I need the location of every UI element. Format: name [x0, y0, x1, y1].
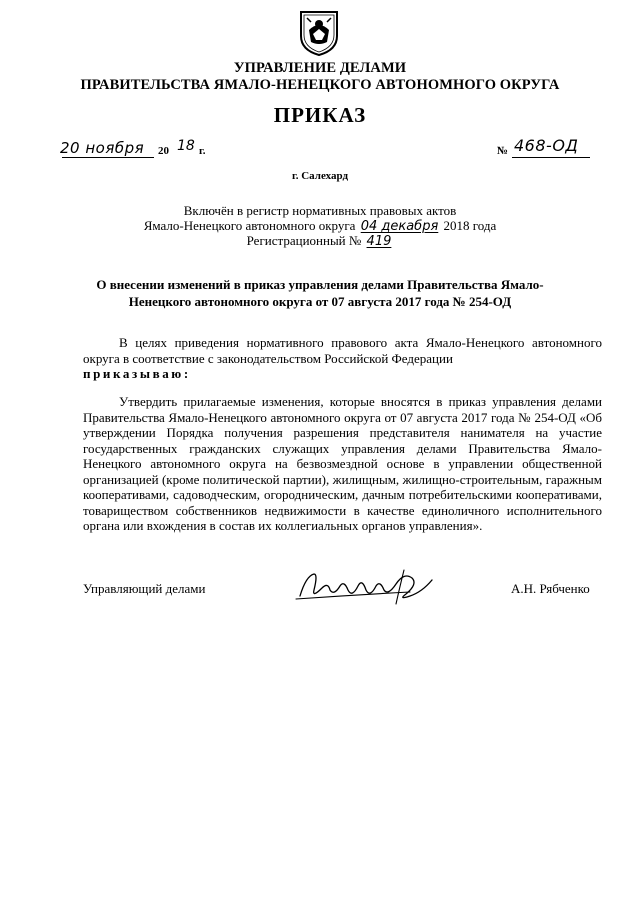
signatory-position: Управляющий делами [83, 581, 206, 596]
handwritten-registry-date: 04 декабря [360, 219, 439, 234]
handwritten-order-number: 468-ОД [514, 136, 579, 155]
handwritten-year-suffix: 18 [177, 138, 195, 154]
registry-line-2-prefix: Ямало-Ненецкого автономного округа [143, 218, 356, 233]
registry-line-2-suffix: 2018 года [443, 218, 497, 233]
handwritten-registry-number: 419 [366, 234, 392, 249]
preamble-paragraph: В целях приведения нормативного правового акта Ямало-Ненецкого автономного округа в соответствие с законодательством Российской Федерации [83, 335, 602, 366]
year-prefix: 20 [158, 145, 169, 157]
signatory-name: А.Н. Рябченко [511, 581, 590, 596]
order-word: приказываю: [83, 366, 191, 381]
city: г. Салехард [291, 170, 349, 182]
agency-name-line-1: УПРАВЛЕНИЕ ДЕЛАМИ [233, 60, 407, 76]
handwritten-date: 20 ноября [60, 139, 145, 157]
coat-of-arms-icon [297, 8, 341, 56]
handwritten-signature [292, 566, 442, 606]
registry-number-label: Регистрационный № [246, 233, 362, 248]
registry-line-3 [0, 233, 640, 250]
subject-line-1: О внесении изменений в приказ управления делами Правительства Ямало- [96, 277, 544, 292]
number-underline [512, 157, 590, 158]
subject-line-2: Ненецкого автономного округа от 07 августа 2017 года № 254-ОД [128, 294, 512, 309]
date-underline [62, 157, 154, 158]
number-sign: № [497, 145, 509, 157]
year-mark: г. [199, 145, 206, 157]
document-type-title: ПРИКАЗ [273, 103, 367, 127]
agency-name-line-2: ПРАВИТЕЛЬСТВА ЯМАЛО-НЕНЕЦКОГО АВТОНОМНОГО ОКРУГА [80, 77, 560, 93]
registry-line-1: Включён в регистр нормативных правовых актов [183, 203, 457, 218]
document-subject [70, 276, 570, 310]
operative-paragraph: Утвердить прилагаемые изменения, которые вносятся в приказ управления делами Правительства Ямало-Ненецкого автономного округа от 07 августа 2017 года № 254-ОД «Об утверждении Порядка получения разрешения представителя нанимателя на участие государственных гражданских служащих управления делами Правительства Ямало-Ненецкого автономного округа на безвозмездной основе в управлении общественной организацией (кроме политической партии), жилищным, жилищно-строительным, гаражным кооперативами, садоводческим, огородническим, дачным потребительскими кооперативами, товариществом собственников недвижимости в качестве единоличного исполнительного органа или вхождения в состав их коллегиальных органов управления». [83, 394, 602, 533]
